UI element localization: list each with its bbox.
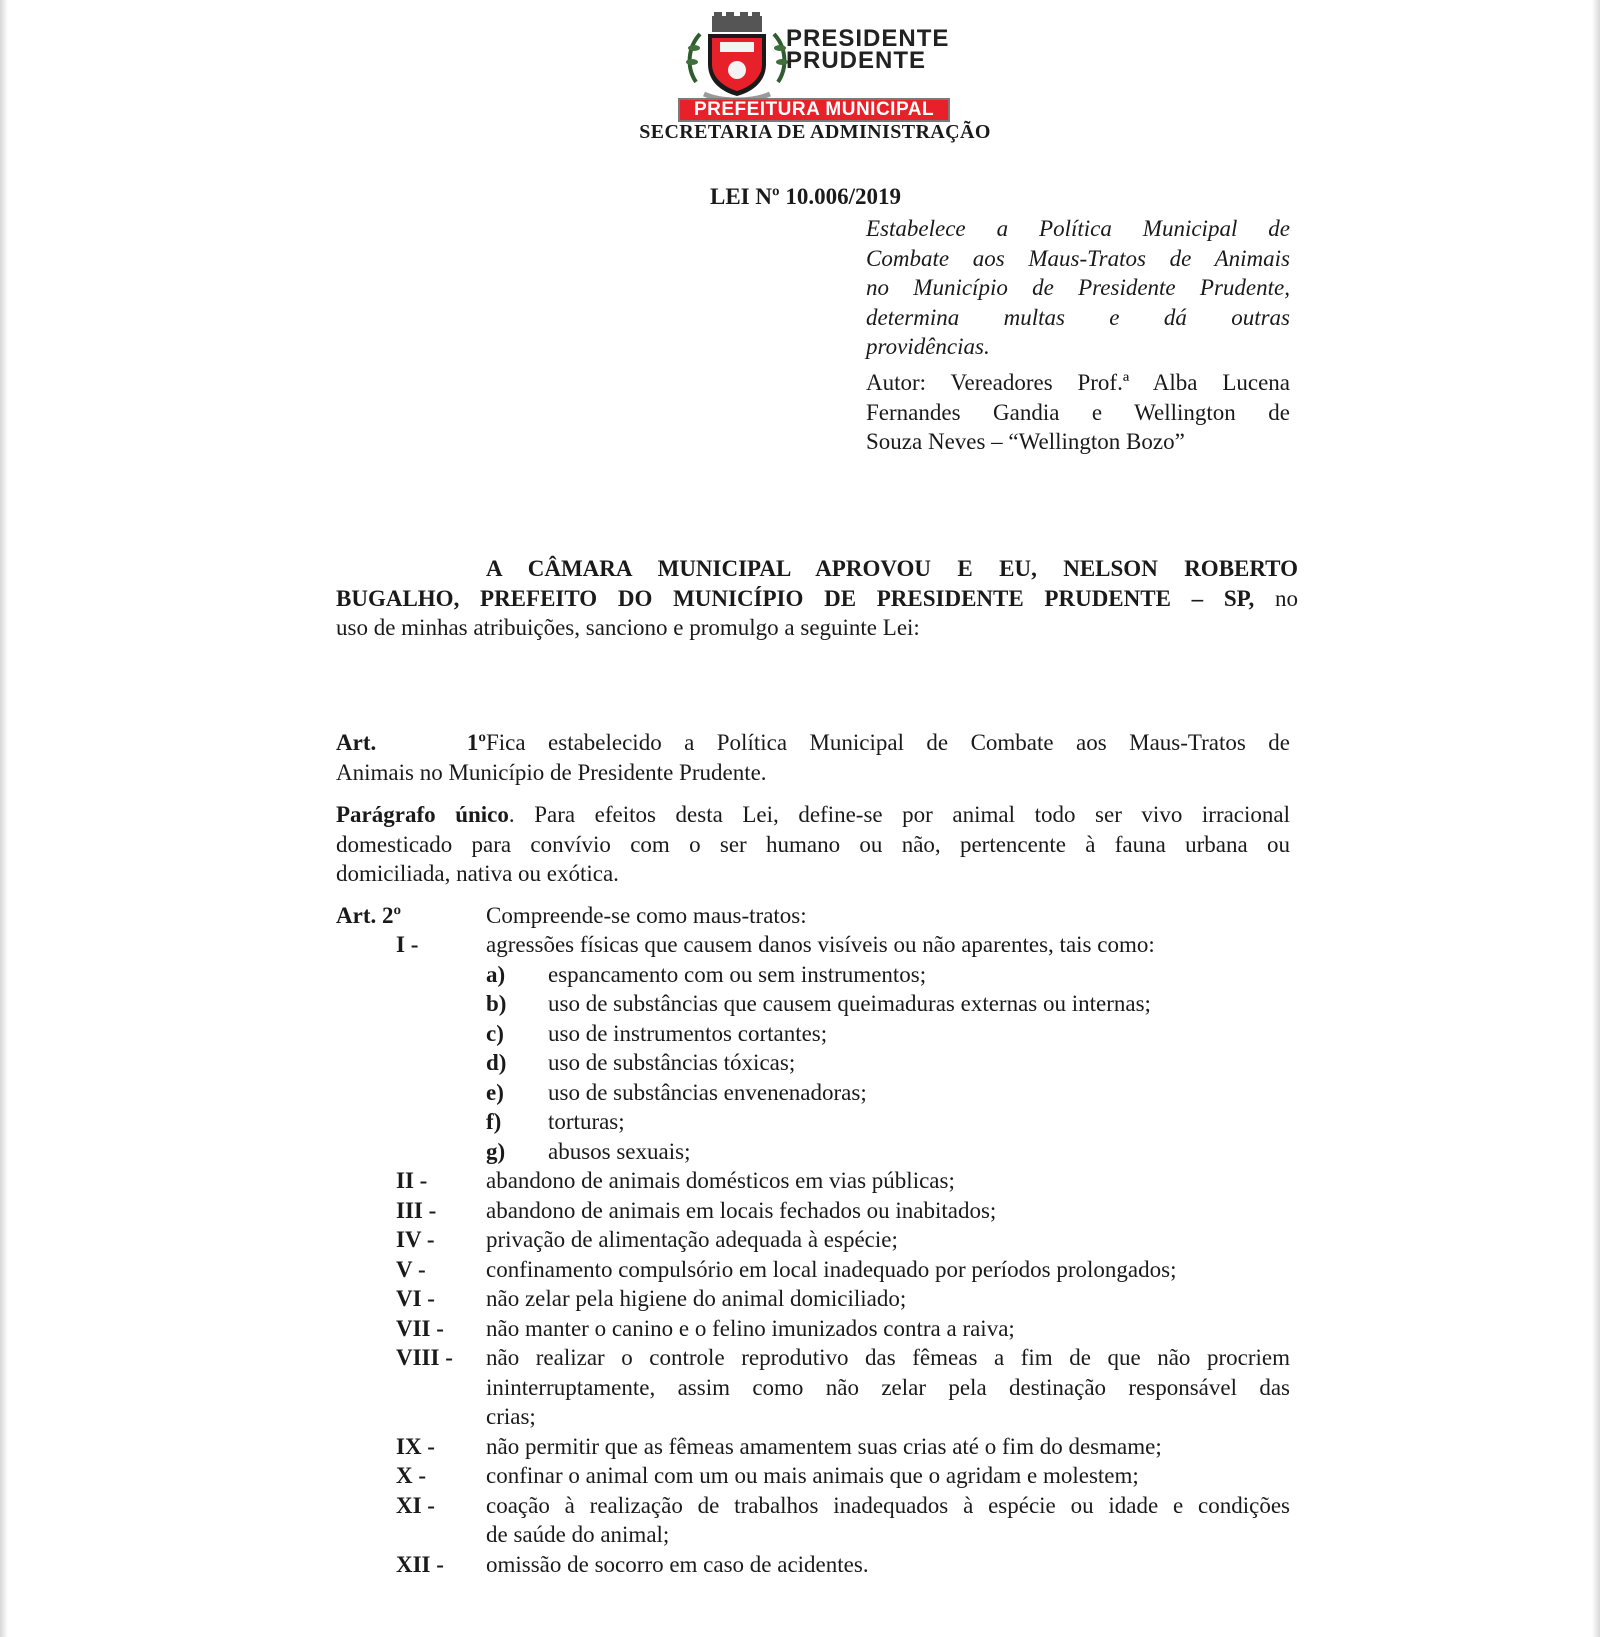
item-number: II - — [396, 1168, 428, 1193]
preamble-line: BUGALHO, PREFEITO DO MUNICÍPIO DE PRESIDENTE PRUDENTE – SP, no — [336, 585, 1299, 611]
preamble-line: uso de minhas atribuições, sanciono e promulgo a seguinte Lei: — [336, 615, 920, 640]
paragraph-text: . Para efeitos desta Lei, define-se por animal todo ser vivo irracional — [508, 802, 1291, 827]
list-item — [336, 1166, 1290, 1196]
summary-line: no Município de Presidente Prudente, — [866, 275, 1290, 300]
municipal-logo — [676, 10, 976, 120]
item-text: confinamento compulsório em local inadequado por períodos prolongados; — [486, 1256, 1177, 1282]
list-item — [336, 1550, 1290, 1580]
author-line: Souza Neves – “Wellington Bozo” — [866, 429, 1185, 454]
sub-item — [336, 1107, 1290, 1137]
article-text: Fica estabelecido a Política Municipal de Combate aos Maus-Tratos de — [486, 730, 1290, 755]
list-item — [336, 1225, 1290, 1255]
page-edge-right — [1592, 0, 1600, 1637]
item-text: não zelar pela higiene do animal domiciliado; — [486, 1286, 907, 1311]
item-number: VII - — [396, 1315, 444, 1341]
sub-item-letter: a) — [486, 961, 506, 987]
law-author — [866, 368, 1290, 457]
summary-line: Estabelece a Política Municipal de — [866, 216, 1290, 241]
sub-item-text: abusos sexuais; — [548, 1138, 691, 1164]
sub-item-text: uso de substâncias tóxicas; — [548, 1050, 796, 1075]
item-text: não manter o canino e o felino imunizados contra a raiva; — [486, 1315, 1015, 1341]
article-text: Animais no Município de Presidente Prudente. — [336, 759, 767, 785]
article-label: Art. 2º — [336, 903, 402, 928]
list-item — [336, 1255, 1290, 1285]
list-item — [336, 1284, 1290, 1314]
list-item — [336, 1432, 1290, 1462]
item-text: privação de alimentação adequada à espécie; — [486, 1227, 898, 1252]
paragraph-text: domesticado para convívio com o ser humano ou não, pertencente à fauna urbana ou — [336, 831, 1290, 857]
article-2-items — [336, 930, 1290, 1579]
sub-item-letter: b) — [486, 991, 507, 1016]
item-number: VIII - — [396, 1345, 453, 1370]
summary-line: providências. — [866, 334, 990, 359]
item-text: abandono de animais domésticos em vias públicas; — [486, 1168, 955, 1193]
item-number: XI - — [396, 1492, 435, 1518]
sub-item — [336, 960, 1290, 990]
paragrafo-unico — [336, 800, 1290, 889]
item-text: confinar o animal com um ou mais animais que o agridam e molestem; — [486, 1463, 1139, 1488]
item-number: XII - — [396, 1551, 444, 1577]
preamble-line: A CÂMARA MUNICIPAL APROVOU E EU, NELSON ROBERTO — [486, 556, 1298, 581]
sub-item-text: uso de substâncias envenenadoras; — [548, 1079, 867, 1105]
article-1 — [336, 728, 1290, 787]
sub-item — [336, 1048, 1290, 1078]
item-number: IV - — [396, 1227, 435, 1252]
sub-item-text: torturas; — [548, 1109, 625, 1134]
summary-line: determina multas e dá outras — [866, 304, 1290, 330]
sub-item-text: espancamento com ou sem instrumentos; — [548, 961, 927, 987]
paragraph-label: Parágrafo único — [336, 802, 509, 827]
item-number: X - — [396, 1463, 427, 1488]
list-item — [336, 1343, 1290, 1432]
summary-line: Combate aos Maus-Tratos de Animais — [866, 245, 1290, 271]
coat-of-arms-icon — [682, 12, 792, 104]
sub-item-letter: e) — [486, 1079, 504, 1105]
item-number: I - — [396, 932, 419, 957]
item-number: IX - — [396, 1433, 435, 1459]
sub-item-letter: f) — [486, 1109, 502, 1134]
logo-band: PREFEITURA MUNICIPAL — [678, 98, 950, 122]
author-line: Autor: Vereadores Prof.ª Alba Lucena — [866, 370, 1290, 395]
item-text: omissão de socorro em caso de acidentes. — [486, 1551, 869, 1577]
item-text: agressões físicas que causem danos visíveis ou não aparentes, tais como: — [486, 932, 1155, 957]
list-item — [336, 930, 1290, 960]
department-name: SECRETARIA DE ADMINISTRAÇÃO — [639, 121, 991, 143]
author-line: Fernandes Gandia e Wellington de — [866, 399, 1290, 425]
sub-item — [336, 1019, 1290, 1049]
item-number: VI - — [396, 1286, 435, 1311]
preamble — [336, 554, 1298, 643]
item-number: V - — [396, 1256, 426, 1282]
logo-city-name: PRESIDENTE PRUDENTE — [786, 25, 950, 74]
sub-item-letter: d) — [486, 1050, 507, 1075]
article-2 — [336, 901, 1290, 931]
list-item — [336, 1314, 1290, 1344]
page-edge-left — [0, 0, 8, 1637]
law-summary — [866, 214, 1290, 362]
sub-item-text: uso de instrumentos cortantes; — [548, 1020, 828, 1046]
sub-item-letter: c) — [486, 1020, 504, 1046]
item-number: III - — [396, 1197, 437, 1223]
item-text: não permitir que as fêmeas amamentem suas crias até o fim do desmame; — [486, 1433, 1162, 1459]
item-text: não realizar o controle reprodutivo das fêmeas a fim de que não procriem ininterruptamente, assim como não zelar pela destinação responsável das crias; — [486, 1345, 1290, 1429]
article-text: Compreende-se como maus-tratos: — [486, 903, 807, 928]
sub-item-text: uso de substâncias que causem queimaduras externas ou internas; — [548, 991, 1151, 1016]
item-text: abandono de animais em locais fechados ou inabitados; — [486, 1197, 997, 1223]
list-item — [336, 1461, 1290, 1491]
sub-item-letter: g) — [486, 1138, 506, 1164]
sub-item — [336, 1137, 1290, 1167]
list-item — [336, 1491, 1290, 1550]
sub-item — [336, 1078, 1290, 1108]
law-title: LEI Nº 10.006/2019 — [710, 184, 901, 209]
article-label: Art. 1º — [336, 730, 486, 755]
list-item — [336, 1196, 1290, 1226]
item-text: coação à realização de trabalhos inadequados à espécie ou idade e condições de saúde do animal; — [486, 1492, 1290, 1547]
paragraph-text: domiciliada, nativa ou exótica. — [336, 861, 619, 886]
sub-item — [336, 989, 1290, 1019]
